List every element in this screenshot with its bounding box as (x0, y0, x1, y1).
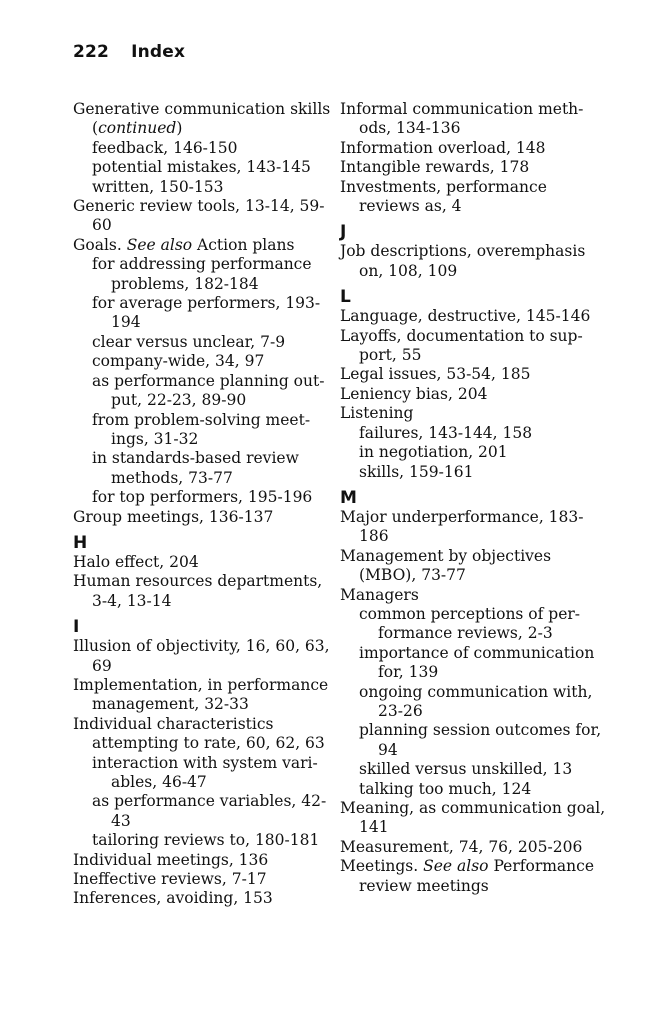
index-subentry: company-wide, 34, 97 (92, 352, 265, 371)
cross-reference: Performance (488, 857, 595, 876)
index-entry: Group meetings, 136-137 (73, 507, 274, 526)
index-entry-wrap: ods, 134-136 (359, 119, 461, 138)
section-letter-j: J (340, 222, 347, 243)
index-subentry-wrap: 194 (111, 313, 141, 332)
index-entry: Management by objectives (340, 546, 552, 565)
index-entry: Individual meetings, 136 (73, 850, 269, 869)
index-subentry-wrap: formance reviews, 2-3 (378, 624, 553, 643)
index-entry-continued (73, 119, 328, 138)
index-subentry: talking too much, 124 (359, 779, 532, 798)
index-entry: Ineffective reviews, 7-17 (73, 870, 267, 889)
index-subentry: common perceptions of per- (359, 604, 581, 623)
index-entry: Information overload, 148 (340, 138, 546, 157)
index-subentry-wrap: 23-26 (378, 701, 423, 720)
index-subentry-wrap: for, 139 (378, 663, 439, 682)
section-letter-m: M (340, 487, 357, 508)
paren-close: ) (176, 119, 183, 138)
index-entry-wrap: 141 (359, 818, 389, 837)
section-letter-i: I (73, 617, 80, 638)
index-subentry: clear versus unclear, 7-9 (92, 332, 286, 351)
index-subentry-wrap: 94 (378, 740, 398, 759)
index-subentry: for top performers, 195-196 (92, 488, 313, 507)
index-subentry: tailoring reviews to, 180-181 (92, 831, 320, 850)
index-entry-wrap: on, 108, 109 (359, 261, 458, 280)
index-subentry: skilled versus unskilled, 13 (359, 760, 573, 779)
paren-open: ( (92, 119, 99, 138)
index-subentry: ongoing communication with, (359, 682, 593, 701)
index-entry-wrap: reviews as, 4 (359, 197, 462, 216)
index-entry: Illusion of objectivity, 16, 60, 63, (73, 637, 330, 656)
index-entry: Implementation, in performance (73, 675, 329, 694)
index-column-left (73, 100, 331, 909)
index-subentry: as performance variables, 42- (92, 792, 327, 811)
index-subentry-wrap: methods, 73-77 (111, 468, 233, 487)
index-entry: Inferences, avoiding, 153 (73, 889, 273, 908)
continued-label: continued (98, 119, 177, 138)
index-entry: Listening (340, 404, 414, 423)
index-entry-wrap: management, 32-33 (92, 695, 249, 714)
index-column-right (340, 100, 606, 896)
index-entry: Measurement, 74, 76, 205-206 (340, 837, 583, 856)
index-subentry: attempting to rate, 60, 62, 63 (92, 734, 325, 753)
index-subentry: for addressing performance (92, 255, 312, 274)
index-entry: Legal issues, 53-54, 185 (340, 365, 531, 384)
index-entry (73, 236, 328, 255)
running-head (73, 42, 185, 62)
index-subentry: written, 150-153 (92, 177, 224, 196)
index-entry: Job descriptions, overemphasis (340, 242, 586, 261)
index-entry: Informal communication meth- (340, 100, 584, 118)
index-entry: Language, destructive, 145-146 (340, 307, 591, 326)
index-entry: Investments, performance (340, 177, 547, 196)
section-title: Index (131, 42, 186, 62)
index-entry: Halo effect, 204 (73, 552, 199, 571)
index-entry-wrap: 69 (92, 656, 112, 675)
index-entry: Human resources departments, (73, 572, 323, 591)
index-subentry: planning session outcomes for, (359, 721, 602, 740)
index-subentry: importance of communication (359, 643, 595, 662)
index-entry-wrap: 186 (359, 527, 389, 546)
index-entry: Meaning, as communication goal, (340, 799, 606, 817)
index-subentry: feedback, 146-150 (92, 138, 238, 157)
index-entry: Generative communication skills (73, 100, 331, 118)
index-subentry-wrap: put, 22-23, 89-90 (111, 391, 247, 410)
index-entry: Intangible rewards, 178 (340, 158, 530, 177)
page-number: 222 (73, 42, 110, 62)
index-entry: Layoffs, documentation to sup- (340, 326, 583, 345)
section-letter-l: L (340, 287, 351, 308)
index-subentry: skills, 159-161 (359, 462, 474, 481)
index-entry: Leniency bias, 204 (340, 384, 488, 403)
index-entry: Individual characteristics (73, 714, 274, 733)
index-subentry: failures, 143-144, 158 (359, 423, 533, 442)
index-subentry: for average performers, 193- (92, 294, 321, 313)
index-subentry-wrap: 43 (111, 811, 131, 830)
index-entry (340, 857, 600, 876)
index-subentry: in standards-based review (92, 449, 299, 468)
index-subentry: interaction with system vari- (92, 753, 318, 772)
index-entry: Generic review tools, 13-14, 59- (73, 197, 325, 216)
section-letter-h: H (73, 532, 88, 553)
index-subentry-wrap: ings, 31-32 (111, 429, 199, 448)
index-entry-wrap: port, 55 (359, 346, 422, 365)
index-subentry-wrap: ables, 46-47 (111, 773, 207, 791)
index-subentry: from problem-solving meet- (92, 410, 311, 429)
index-entry-wrap: 3-4, 13-14 (92, 591, 172, 610)
index-subentry: potential mistakes, 143-145 (92, 158, 311, 177)
index-entry: Managers (340, 585, 419, 604)
cross-reference: Action plans (192, 235, 295, 254)
index-entry-wrap: (MBO), 73-77 (359, 566, 466, 585)
entry-term: Meetings. (340, 857, 424, 876)
index-entry-wrap: review meetings (359, 876, 489, 895)
index-entry-wrap: 60 (92, 216, 112, 235)
entry-term: Goals. (73, 235, 127, 254)
see-also-label: See also (126, 235, 193, 254)
index-subentry: as performance planning out- (92, 371, 325, 390)
index-subentry-wrap: problems, 182-184 (111, 274, 259, 293)
index-entry: Major underperformance, 183- (340, 507, 584, 526)
see-also-label: See also (423, 857, 489, 876)
index-subentry: in negotiation, 201 (359, 443, 508, 462)
